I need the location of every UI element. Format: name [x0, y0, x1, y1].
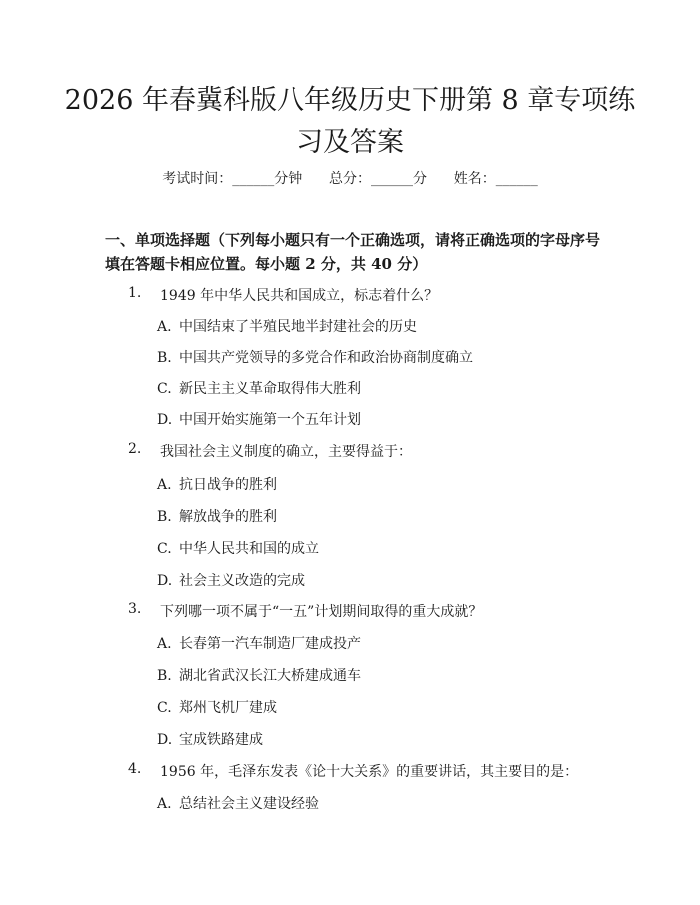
exam-info [0, 168, 700, 188]
exam-time-field: 考试时间：______分钟 [162, 171, 303, 187]
option-text: 中华人民共和国的成立 [179, 541, 319, 557]
option-letter: C. [157, 541, 172, 557]
question-text: 我国社会主义制度的确立，主要得益于： [160, 444, 412, 460]
option-text: 中国开始实施第一个五年计划 [179, 412, 361, 428]
option-text: 宝成铁路建成 [179, 732, 263, 748]
student-name-field: 姓名：______ [453, 171, 538, 187]
option-2a [157, 474, 277, 494]
option-1b [157, 347, 473, 367]
option-text: 郑州飞机厂建成 [179, 700, 277, 716]
option-letter: A. [157, 319, 172, 335]
option-text: 社会主义改造的完成 [179, 573, 305, 589]
page-title: 2026 年春冀科版八年级历史下册第 8 章专项练习及答案 [64, 85, 636, 158]
option-3b [157, 665, 361, 685]
question-text: 1949 年中华人民共和国成立，标志着什么？ [160, 288, 439, 304]
option-1a [157, 316, 417, 336]
option-3d [157, 729, 263, 749]
option-letter: D. [157, 732, 173, 748]
option-2c [157, 538, 319, 558]
option-text: 中国共产党领导的多党合作和政治协商制度确立 [179, 350, 473, 366]
option-text: 解放战争的胜利 [179, 509, 277, 525]
question-number: 2. [128, 441, 142, 457]
option-1c [157, 378, 361, 398]
option-2d [157, 570, 305, 590]
question-number: 1. [128, 285, 142, 301]
question-number: 3. [128, 601, 142, 617]
total-score-field: 总分：______分 [329, 171, 427, 187]
option-letter: D. [157, 412, 173, 428]
question-text: 1956 年，毛泽东发表《论十大关系》的重要讲话，其主要目的是： [160, 764, 579, 780]
section-heading: 一、单项选择题（下列每小题只有一个正确选项，请将正确选项的字母序号填在答题卡相应位置。每小题 2 分，共 40 分） [105, 231, 601, 273]
option-text: 湖北省武汉长江大桥建成通车 [179, 668, 361, 684]
question-text: 下列哪一项不属于“一五”计划期间取得的重大成就？ [160, 604, 483, 620]
option-text: 中国结束了半殖民地半封建社会的历史 [179, 319, 417, 335]
option-1d [157, 409, 361, 429]
option-4a [157, 793, 319, 813]
option-letter: D. [157, 573, 173, 589]
option-letter: C. [157, 700, 172, 716]
option-3a [157, 633, 361, 653]
option-letter: A. [157, 636, 172, 652]
option-2b [157, 506, 277, 526]
option-letter: A. [157, 477, 172, 493]
option-letter: B. [157, 668, 172, 684]
option-letter: B. [157, 509, 172, 525]
option-text: 总结社会主义建设经验 [179, 796, 319, 812]
option-text: 长春第一汽车制造厂建成投产 [179, 636, 361, 652]
option-letter: B. [157, 350, 172, 366]
option-letter: C. [157, 381, 172, 397]
option-3c [157, 697, 277, 717]
option-letter: A. [157, 796, 172, 812]
option-text: 抗日战争的胜利 [179, 477, 277, 493]
question-number: 4. [128, 761, 142, 777]
option-text: 新民主主义革命取得伟大胜利 [179, 381, 361, 397]
